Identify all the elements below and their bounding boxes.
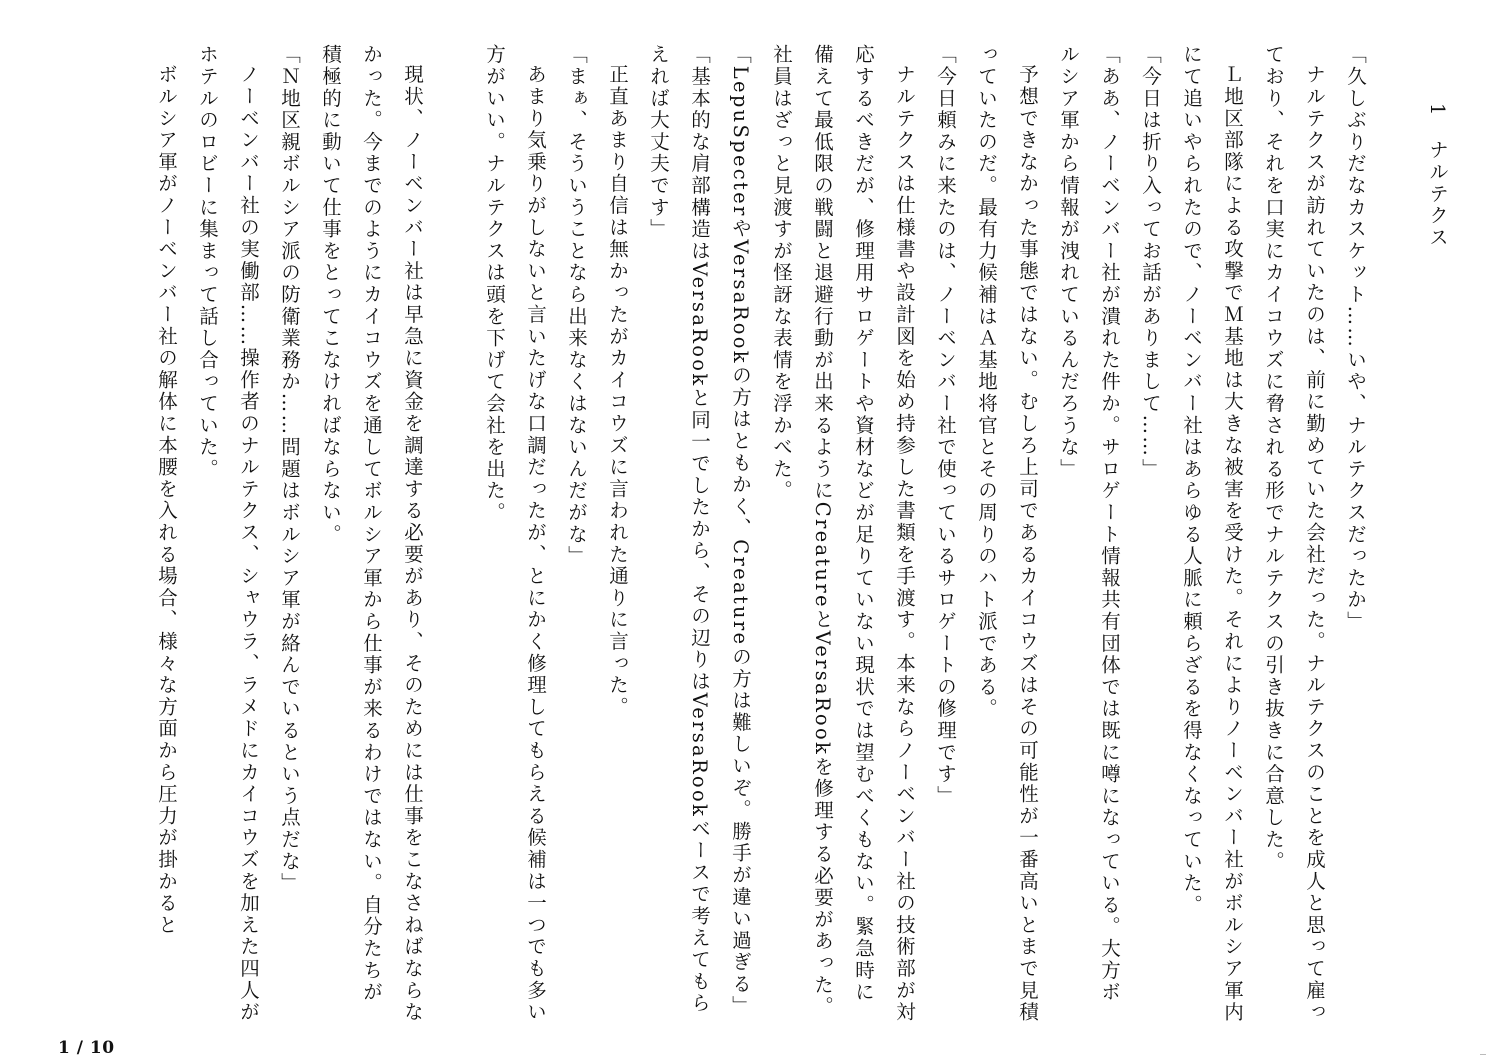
paragraph: あまり気乗りがしないと言いたげな口調だったが、とにかく修理してもらえる候補は一つでも多い方がいい。ナルテクスは頭を下げて会社を出た。 [483,44,547,1023]
chapter-number: 1 [1426,102,1449,118]
paragraph: 「今日は折り入ってお話がありまして……」 [1139,44,1162,480]
paragraph: ノーベンバー社の実働部……操作者のナルテクス、シャウラ、ラメドにカイコウズを加えた四人がホテルのロビーに集まって話し合っていた。 [196,44,260,1023]
paragraph: 「Ｎ地区親ボルシア派の防衛業務か……問題はボルシア軍が絡んでいるという点だな」 [278,44,301,895]
vertical-text-body [38,44,1458,1024]
paragraph: 予想できなかった事態ではない。むしろ上司であるカイコウズはその可能性が一番高いとまで見積っていたのだ。最有力候補はＡ基地将官とその周りのハト派である。 [975,44,1039,1023]
paragraph: 「まぁ、そういうことなら出来なくはないんだがな」 [565,44,588,568]
paragraph: 「久しぶりだなカスケット……いや、ナルテクスだったか」 [1344,44,1367,633]
chapter-heading [1417,44,1458,1024]
page-indicator: 1 / 10 [58,1038,115,1058]
paragraph: 「ああ、ノーベンバー社が潰れた件か。サロゲート情報共有団体では既に噂になっている。大方ボルシア軍から情報が洩れているんだろうな」 [1057,44,1121,1004]
paragraph: ボルシア軍がノーベンバー社の解体に本腰を入れる場合、様々な方面から圧力が掛かると [155,63,178,936]
paragraph: 「基本的な肩部構造はVersaRookと同一でしたから、その辺りはVersaRookベースで考えてもらえれば大丈夫です」 [647,44,711,1015]
paragraph: Ｌ地区部隊による攻撃でＭ基地は大きな被害を受けた。それによりノーベンバー社がボルシア軍内にて追いやられたので、ノーベンバー社はあらゆる人脈に頼らざるを得なくなっていた。 [1180,44,1244,1023]
paragraph: ナルテクスが訪れていたのは、前に勤めていた会社だった。ナルテクスのことを成人と思って雇っており、それを口実にカイコウズに脅される形でナルテクスの引き抜きに合意した。 [1262,44,1326,1023]
corner-mark [1480,1054,1486,1058]
paragraph: 「LepuSpecterやVersaRookの方はともかく、Creatureの方は難しいぞ。勝手が違い過ぎる」 [729,44,752,1017]
chapter-title: ナルテクス [1426,139,1449,249]
paragraph: ナルテクスは仕様書や設計図を始め持参した書類を手渡す。本来ならノーベンバー社の技術部が対応するべきだが、修理用サロゲートや資材などが足りていない現状では望むべくもない。緊急時に備えて最低限の戦闘と退避行動が出来るようにCreatureとVersaRookを修理する必要があった。社員はざっと見渡すが怪訝な表情を浮かべた。 [770,44,916,1023]
blank-line [433,44,474,64]
paragraph: 現状、ノーベンバー社は早急に資金を調達する必要があり、そのためには仕事をこなさねばならなかった。今までのようにカイコウズを通してボルシア軍から仕事が来るわけではない。自分たちが積極的に動いて仕事をとってこなければならない。 [319,44,424,1023]
paragraph: 「今日頼みに来たのは、ノーベンバー社で使っているサロゲートの修理です」 [934,44,957,807]
paragraph: 正直あまり自信は無かったがカイコウズに言われた通りに言った。 [606,63,629,718]
